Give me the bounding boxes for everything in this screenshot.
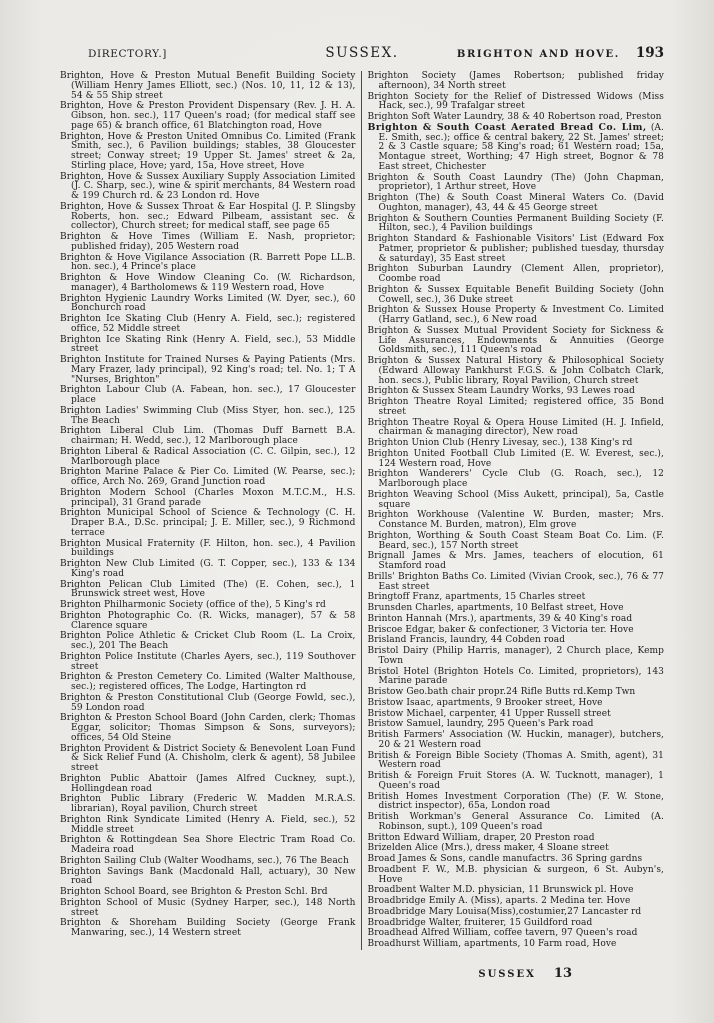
entry-text: Brighton, Hove & Sussex Throat & Ear Hospital (J. P. Slingsby Roberts, hon. sec.; Edward Pilbeam, assistant sec. & collector), Church street; for medical staff, see page 65 [60,201,356,232]
entry-text: Brighton & Preston Constitutional Club (George Fowld, sec.), 59 London road [60,692,356,713]
entry-text: Brignall James & Mrs. James, teachers of elocution, 61 Stamford road [367,551,664,571]
directory-entry [368,305,665,326]
directory-entry [368,885,665,896]
entry-text: Brighton & Hove Vigilance Association (R. Barrett Pope LL.B. hon. sec.), 4 Prince's place [60,252,356,273]
directory-entry [368,833,665,844]
directory-entry [368,123,665,173]
directory-entry [368,469,665,490]
directory-entry [368,449,665,470]
entry-text: Brighton Philharmonic Society (office of the), 5 King's rd [60,600,326,610]
directory-entry [60,856,356,867]
directory-entry [60,132,356,172]
entry-text: Brighton Marine Palace & Pier Co. Limited (W. Pearse, sec.); office, Arch No. 269, Grand Junction road [60,467,356,487]
directory-entry [368,92,665,113]
directory-entry [60,335,356,356]
directory-entry [368,667,665,688]
directory-entry [368,614,665,625]
directory-entry [60,202,356,232]
entry-name-bold: Brighton & South Coast Aerated Bread Co. Lim, [367,121,647,133]
directory-entry [368,592,665,603]
directory-entry [60,693,356,714]
entry-text: Broadhead Alfred William, coffee tavern, 97 Queen's road [367,928,638,939]
entry-text: Britton Edward William, draper, 20 Preston road [367,832,595,843]
entry-text: Brighton Municipal School of Science & Technology (C. H. Draper B.A., D.Sc. principal; J. E. Miller, sec.), 9 Richmond terrace [60,508,356,538]
entry-text: Brighton, Hove & Preston Mutual Benefit Building Society (William Henry James Elliott, sec.) (Nos. 10, 11, 12 & 13), 54 & 55 Ship street [60,71,356,101]
footer-signature-number: 13 [553,965,572,981]
directory-entry [60,580,356,601]
entry-text: Brighton, Hove & Preston United Omnibus Co. Limited (Frank Smith, sec.), 6 Pavilion buildings; stables, 38 Gloucester street; Conway street; 19 Upper St. James' street & 2a, Stirling place, Hove; yard, 15a, Hove street, Hove [60,131,356,171]
entry-text: Brighton Ladies' Swimming Club (Miss Styer, hon. sec.), 125 The Beach [60,405,356,426]
directory-entry [368,173,665,194]
directory-entry [60,600,356,611]
directory-entry [368,603,665,614]
directory-entry [368,551,665,572]
entry-text: Broadbridge Mary Louisa(Miss),costumier,27 Lancaster rd [367,906,642,917]
directory-entry [60,294,356,315]
directory-entry [60,918,356,939]
entry-text: Brighton Savings Bank (Macdonald Hall, actuary), 30 New road [60,866,356,887]
directory-entry [60,887,356,898]
entry-text: Brighton Wanderers' Cycle Club (G. Roach, sec.), 12 Marlborough place [367,469,664,489]
directory-entry [368,438,665,449]
directory-entry [368,709,665,720]
entry-text: Broadbridge Walter, fruiterer, 15 Guildford road [367,917,593,928]
entry-text: Brighton Rink Syndicate Limited (Henry A. Field, sec.), 52 Middle street [60,814,356,835]
entry-text: Brighton & Shoreham Building Society (George Frank Manwaring, sec.), 14 Western street [60,918,356,938]
entry-text: Brighton Pelican Club Limited (The) (E. Cohen, sec.), 1 Brunswick street west, Hove [60,579,356,600]
directory-entry [368,635,665,646]
entry-text: Brighton, Hove & Sussex Auxiliary Supply Association Limited (J. C. Sharp, sec.), wine & spirit merchants, 84 Western road & 199 Church rd. & 23 London rd. Hove [60,171,356,201]
entry-text: Brighton Institute for Trained Nurses & Paying Patients (Mrs. Mary Frazer, lady principal), 92 King's road; tel. No. 1; T A "Nurses, Brighton" [60,355,356,385]
entry-text: Bristow Samuel, laundry, 295 Queen's Park road [367,719,594,730]
entry-text: Briscoe Edgar, baker & confectioner, 3 Victoria ter. Hove [367,624,634,635]
entry-text: Brighton & Sussex Natural History & Philosophical Society (Edward Alloway Pankhurst F.G.S. & John Colbatch Clark, hon. secs.), Public library, Royal Pavilion, Church street [367,356,664,386]
directory-entry [368,510,665,531]
directory-entry [60,867,356,888]
text-columns [60,71,664,950]
entry-text: Broadbridge Emily A. (Miss), aparts. 2 Medina ter. Hove [367,896,631,906]
directory-entry [368,264,665,285]
directory-entry [368,928,665,939]
directory-entry [368,792,665,813]
directory-entry [60,406,356,427]
directory-entry [60,539,356,560]
entry-text: Brighton Sailing Club (Walter Woodhams, sec.), 76 The Beach [60,855,349,866]
entry-text: Brighton Society (James Robertson; published friday afternoon), 34 North street [367,71,664,91]
directory-entry [368,386,665,397]
directory-entry [368,326,665,356]
directory-entry [368,572,665,593]
entry-text: Brighton Hygienic Laundry Works Limited (W. Dyer, sec.), 60 Bonchurch road [60,293,356,314]
directory-entry [368,490,665,511]
entry-text: Bristow Michael, carpenter, 41 Upper Russell street [367,708,611,719]
directory-entry [368,854,665,865]
directory-entry [60,172,356,202]
directory-entry [60,744,356,774]
directory-entry [368,771,665,792]
directory-entry [60,426,356,447]
entry-text: Brinton Hannah (Mrs.), apartments, 39 & 40 King's road [367,613,633,624]
directory-entry [368,214,665,235]
directory-entry [60,508,356,538]
entry-text: Broadbent F. W., M.B. physician & surgeon, 6 St. Aubyn's, Hove [367,864,664,885]
directory-entry [368,698,665,709]
directory-entry [60,273,356,294]
directory-entry [368,843,665,854]
entry-text: Brighton School of Music (Sydney Harper, sec.), 148 North street [60,897,356,918]
entry-text: Brighton, Worthing & South Coast Steam Boat Co. Lim. (F. Beard, sec.), 157 North street [367,530,664,551]
entry-text: British Farmers' Association (W. Huckin, manager), butchers, 20 & 21 Western road [367,730,664,750]
entry-text: Brighton Theatre Royal & Opera House Limited (H. J. Infield, chairman & managing director), New road [367,417,664,438]
entry-text: Brighton Union Club (Henry Livesay, sec.), 138 King's rd [367,438,633,448]
entry-text: Brighton Police Athletic & Cricket Club Room (L. La Croix, sec.), 201 The Beach [60,631,356,651]
entry-text: Brunsden Charles, apartments, 10 Belfast street, Hove [367,603,624,613]
entry-text: Brighton & Preston School Board (John Carden, clerk; Thomas Eggar, solicitor; Thomas Simpson & Sons, surveyors); offices, 54 Old Steine [60,713,356,743]
directory-entry [368,397,665,418]
entry-text: Brills' Brighton Baths Co. Limited (Vivian Crook, sec.), 76 & 77 East street [367,571,664,592]
entry-text: Brighton & Sussex House Property & Investment Co. Limited (Harry Gatland, sec.), 6 New road [367,305,664,325]
entry-text: Brighton Standard & Fashionable Visitors' List (Edward Fox Patmer, proprietor & publisher; published tuesday, thursday & saturday), 35 East street [367,234,664,264]
header-directory-label: DIRECTORY.] [88,48,167,60]
entry-text: Brighton Musical Fraternity (F. Hilton, hon. sec.), 4 Pavilion buildings [60,538,356,559]
directory-entry [368,646,665,667]
directory-entry [60,898,356,919]
directory-entry [368,234,665,264]
page-number: 193 [635,45,664,61]
entry-text: Brighton Labour Club (A. Fabean, hon. sec.), 17 Gloucester place [60,385,356,405]
directory-entry [368,285,665,306]
footer-signature: SUSSEX [478,968,536,980]
entry-text: Bristow Isaac, apartments, 9 Brooker street, Hove [367,697,603,708]
entry-text: Brighton School Board, see Brighton & Preston Schl. Brd [60,887,328,897]
entry-text: British Workman's General Assurance Co. Limited (A. Robinson, supt.), 109 Queen's road [367,812,664,832]
entry-text: Brighton (The) & South Coast Mineral Waters Co. (David Oughton, manager), 43, 44 & 45 George street [367,193,664,213]
directory-entry [368,625,665,636]
directory-entry [60,774,356,795]
entry-text: Brighton Workhouse (Valentine W. Burden, master; Mrs. Constance M. Burden, matron), Elm grove [367,510,664,530]
directory-entry [368,418,665,439]
directory-entry [368,939,665,950]
entry-text: Brighton Police Institute (Charles Ayers, sec.), 119 Southover street [60,651,356,672]
directory-entry [60,467,356,488]
entry-text: Brighton Liberal Club Lim. (Thomas Duff Barnett B.A. chairman; H. Wedd, sec.), 12 Marlborough place [60,426,356,446]
directory-entry [60,385,356,406]
directory-entry [368,812,665,833]
entry-text: Brizelden Alice (Mrs.), dress maker, 4 Sloane street [367,843,609,854]
entry-text: Brighton & Hove Window Cleaning Co. (W. Richardson, manager), 4 Bartholomews & 119 Western road, Hove [60,273,356,293]
entry-text: British & Foreign Fruit Stores (A. W. Tucknott, manager), 1 Queen's road [367,771,664,791]
directory-entry [368,531,665,552]
directory-entry [368,193,665,214]
directory-entry [368,71,665,92]
directory-entry [60,488,356,509]
entry-text: Brighton New Club Limited (G. T. Copper, sec.), 133 & 134 King's road [60,559,356,579]
entry-text: Brighton, Hove & Preston Provident Dispensary (Rev. J. H. A. Gibson, hon. sec.), 117 Queen's road; (for medical staff see page 65) & branch office, 61 Blatchington road, Hove [60,101,356,131]
entry-text: Brighton United Football Club Limited (E. W. Everest, sec.), 124 Western road, Hove [367,448,664,469]
directory-entry [60,815,356,836]
entry-text: (A. E. Smith, sec.); office & central bakery, 22 St. James' street; 2 & 3 Castle square; 58 King's road; 61 Western road; 15a, Montague street, Worthing; 47 High street, Bognor & 78 East street, Chichester [378,122,664,172]
entry-text: British Homes Investment Corporation (The) (F. W. Stone, district inspector), 65a, London road [367,791,664,812]
directory-entry [60,672,356,693]
entry-text: Brighton Ice Skating Club (Henry A. Field, sec.); registered office, 52 Middle street [60,314,356,334]
directory-entry [60,232,356,253]
entry-text: Brighton & South Coast Laundry (The) (John Chapman, proprietor), 1 Arthur street, Hove [367,172,664,193]
directory-entry [60,631,356,652]
directory-entry [368,356,665,386]
entry-text: Brighton Suburban Laundry (Clement Allen, proprietor), Coombe road [367,264,664,284]
directory-entry [368,907,665,918]
entry-text: Broad James & Sons, candle manufactrs. 36 Spring gardns [367,854,643,864]
directory-entry [60,713,356,743]
directory-entry [60,794,356,815]
entry-text: Brighton Public Abattoir (James Alfred Cuckney, supt.), Hollingdean road [60,773,356,794]
entry-text: Broadbent Walter M.D. physician, 11 Brunswick pl. Hove [367,885,634,896]
header-section [457,42,664,61]
entry-text: Brighton Liberal & Radical Association (C. C. Gilpin, sec.), 12 Marlborough place [60,446,356,467]
entry-text: Brighton & Preston Cemetery Co. Limited (Walter Malthouse, sec.); registered offices, The Lodge, Hartington rd [60,672,356,692]
entry-text: Brighton Ice Skating Rink (Henry A. Field, sec.), 53 Middle street [60,334,356,355]
entry-text: Brighton & Hove Times (William E. Nash, proprietor; published friday), 205 Western road [60,232,356,252]
entry-text: Brighton Public Library (Frederic W. Madden M.R.A.S. librarian), Royal pavilion, Church street [60,794,356,814]
directory-entry [60,559,356,580]
directory-entry [60,611,356,632]
entry-text: Bristow Geo.bath chair propr.24 Rifle Butts rd.Kemp Twn [367,687,636,697]
entry-text: Brighton & Southern Counties Permanent Building Society (F. Hilton, sec.), 4 Pavilion buildings [367,213,664,234]
directory-entry [368,751,665,772]
entry-text: British & Foreign Bible Society (Thomas A. Smith, agent), 31 Western road [367,750,664,771]
directory-entry [60,447,356,468]
directory-entry [60,71,356,101]
page-header [60,42,664,61]
right-column [361,71,665,950]
directory-entry [368,687,665,698]
directory-entry [60,835,356,856]
left-column [60,71,361,950]
entry-text: Bringtoff Franz, apartments, 15 Charles street [367,592,586,603]
directory-entry [368,918,665,929]
entry-text: Brighton & Rottingdean Sea Shore Electric Tram Road Co. Madeira road [60,835,356,855]
entry-text: Brighton & Sussex Steam Laundry Works, 93 Lewes road [367,386,636,397]
entry-text: Brighton Society for the Relief of Distressed Widows (Miss Hack, sec.), 99 Trafalgar street [367,91,664,112]
entry-text: Bristol Dairy (Philip Harris, manager), 2 Church place, Kemp Town [367,646,664,666]
entry-text: Broadhurst William, apartments, 10 Farm road, Hove [367,939,617,949]
entry-text: Brisland Francis, laundry, 44 Cobden road [367,635,566,646]
directory-entry [60,101,356,131]
entry-text: Brighton Theatre Royal Limited; registered office, 35 Bond street [367,397,664,417]
entry-text: Brighton Modern School (Charles Moxon M.T.C.M., H.S. principal), 31 Grand parade [60,487,356,508]
entry-text: Brighton & Sussex Mutual Provident Society for Sickness & Life Assurances, Endowments & Annuities (George Goldsmith, sec.), 111 Queen's road [367,325,664,356]
page-footer [60,966,664,981]
directory-entry [368,896,665,907]
directory-entry [60,355,356,385]
directory-entry [60,314,356,335]
directory-entry [368,719,665,730]
entry-text: Brighton Photographic Co. (R. Wicks, manager), 57 & 58 Clarence square [60,610,356,631]
header-section-title: BRIGHTON AND HOVE. [456,49,620,60]
entry-text: Brighton Soft Water Laundry, 38 & 40 Robertson road, Preston [367,112,662,122]
header-county-title: SUSSEX. [325,45,399,61]
directory-entry [368,730,665,751]
entry-text: Brighton & Sussex Equitable Benefit Building Society (John Cowell, sec.), 36 Duke street [367,284,664,305]
directory-entry [60,652,356,673]
entry-text: Bristol Hotel (Brighton Hotels Co. Limited, proprietors), 143 Marine parade [367,666,664,687]
directory-entry [60,253,356,274]
directory-entry [368,865,665,886]
entry-text: Brighton Weaving School (Miss Aukett, principal), 5a, Castle square [367,489,664,510]
entry-text: Brighton Provident & District Society & Benevolent Loan Fund & Sick Relief Fund (A. Chisholm, clerk & agent), 58 Jubilee street [60,743,356,773]
